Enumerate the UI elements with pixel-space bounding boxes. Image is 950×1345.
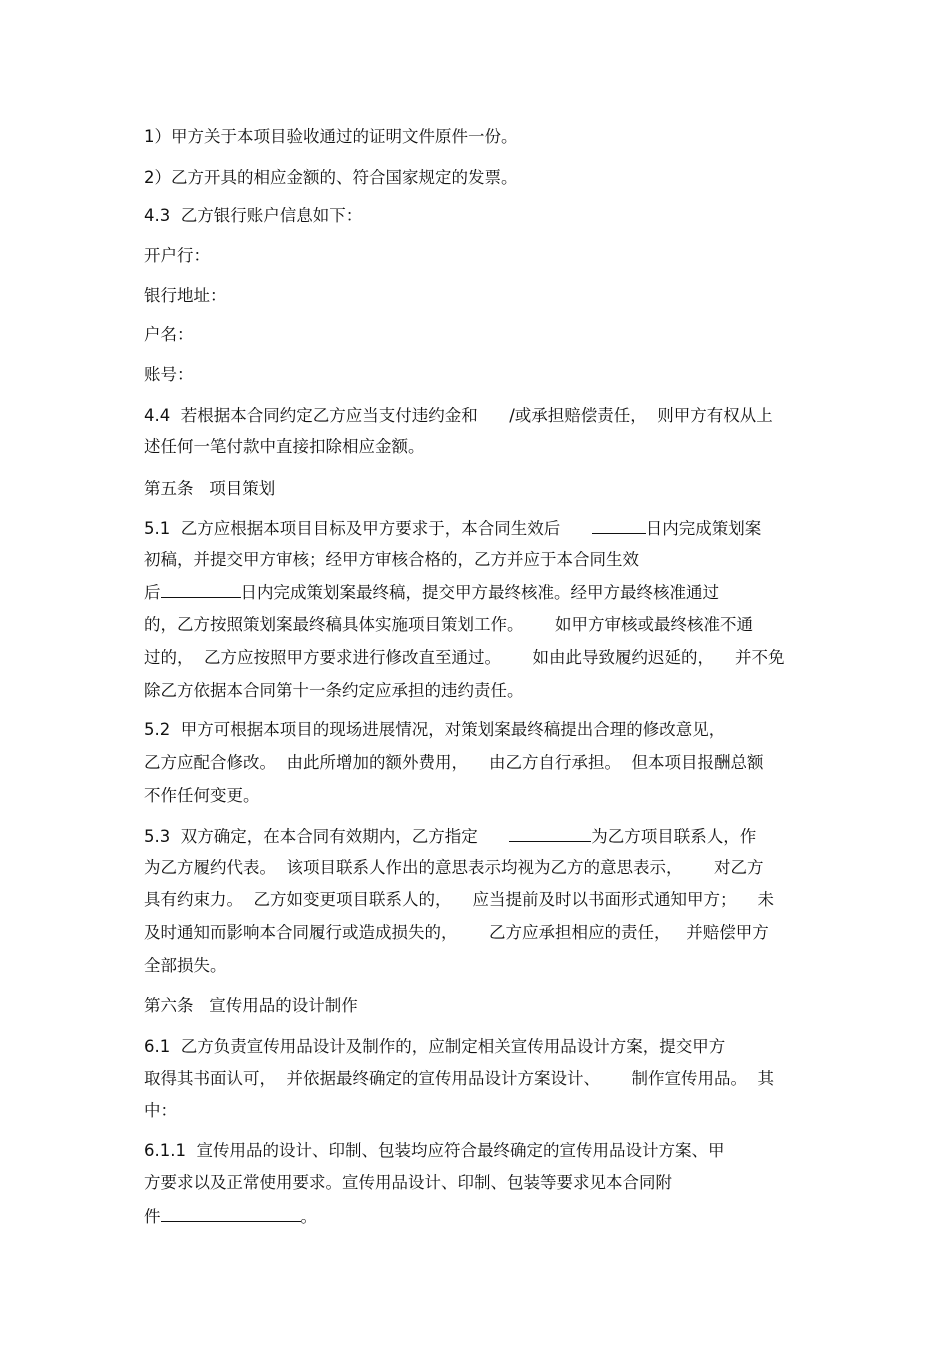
paragraph-line: 不作任何变更。	[144, 786, 260, 805]
fill-blank	[161, 580, 241, 598]
line-text: 后	[144, 583, 161, 602]
paragraph-line: 取得其书面认可， 并依据最终确定的宣传用品设计方案设计、 制作宣传用品。 其	[144, 1069, 774, 1088]
field-label-bank: 开户行：	[144, 246, 210, 265]
paragraph-line	[144, 516, 761, 541]
paragraph-line	[144, 1204, 317, 1229]
paragraph-line: 6.1 乙方负责宣传用品设计及制作的，应制定相关宣传用品设计方案，提交甲方	[144, 1037, 726, 1056]
paragraph-line: 的，乙方按照策划案最终稿具体实施项目策划工作。 如甲方审核或最终核准不通	[144, 615, 753, 634]
paragraph-line: 方要求以及正常使用要求。宣传用品设计、印制、包装等要求见本合同附	[144, 1173, 672, 1192]
paragraph-line: 乙方应配合修改。 由此所增加的额外费用， 由乙方自行承担。 但本项目报酬总额	[144, 753, 764, 772]
article-heading: 第六条 宣传用品的设计制作	[144, 996, 358, 1015]
field-label-account-number: 账号：	[144, 365, 194, 384]
section-heading: 4.3 乙方银行账户信息如下：	[144, 206, 363, 225]
paragraph-line	[144, 824, 756, 849]
paragraph-line: 1）甲方关于本项目验收通过的证明文件原件一份。	[144, 127, 518, 146]
article-heading: 第五条 项目策划	[144, 479, 276, 498]
paragraph-line: 5.2 甲方可根据本项目的现场进展情况，对策划案最终稿提出合理的修改意见，	[144, 720, 726, 739]
field-label-account-name: 户名：	[144, 325, 194, 344]
line-text: 日内完成策划案最终稿，提交甲方最终核准。经甲方最终核准通过	[240, 583, 719, 602]
paragraph-line: 过的， 乙方应按照甲方要求进行修改直至通过。 如由此导致履约迟延的， 并不免	[144, 648, 785, 667]
paragraph-line: 除乙方依据本合同第十一条约定应承担的违约责任。	[144, 681, 524, 700]
fill-blank	[592, 516, 646, 534]
paragraph-line: 2）乙方开具的相应金额的、符合国家规定的发票。	[144, 168, 518, 187]
line-text: 5.1 乙方应根据本项目目标及甲方要求于，本合同生效后	[144, 519, 592, 538]
paragraph-line: 初稿，并提交甲方审核；经甲方审核合格的，乙方并应于本合同生效	[144, 550, 639, 569]
fill-blank	[509, 824, 591, 842]
line-text: 件	[144, 1207, 161, 1226]
paragraph-line: 中：	[144, 1101, 177, 1120]
line-text: 。	[300, 1207, 317, 1226]
paragraph-line: 述任何一笔付款中直接扣除相应金额。	[144, 437, 425, 456]
paragraph-line: 全部损失。	[144, 956, 227, 975]
paragraph-line: 及时通知而影响本合同履行或造成损失的， 乙方应承担相应的责任， 并赔偿甲方	[144, 923, 769, 942]
paragraph-line: 具有约束力。 乙方如变更项目联系人的， 应当提前及时以书面形式通知甲方； 未	[144, 890, 774, 909]
field-label-bank-address: 银行地址：	[144, 286, 227, 305]
paragraph-line	[144, 580, 719, 605]
paragraph-line: 6.1.1 宣传用品的设计、印制、包装均应符合最终确定的宣传用品设计方案、甲	[144, 1141, 725, 1160]
paragraph-line: 为乙方履约代表。 该项目联系人作出的意思表示均视为乙方的意思表示， 对乙方	[144, 858, 764, 877]
line-text: 为乙方项目联系人，作	[591, 827, 757, 846]
paragraph-line: 4.4 若根据本合同约定乙方应当支付违约金和 /或承担赔偿责任， 则甲方有权从上	[144, 406, 773, 425]
fill-blank	[161, 1204, 301, 1222]
line-text: 日内完成策划案	[645, 519, 762, 538]
line-text: 5.3 双方确定，在本合同有效期内，乙方指定	[144, 827, 510, 846]
